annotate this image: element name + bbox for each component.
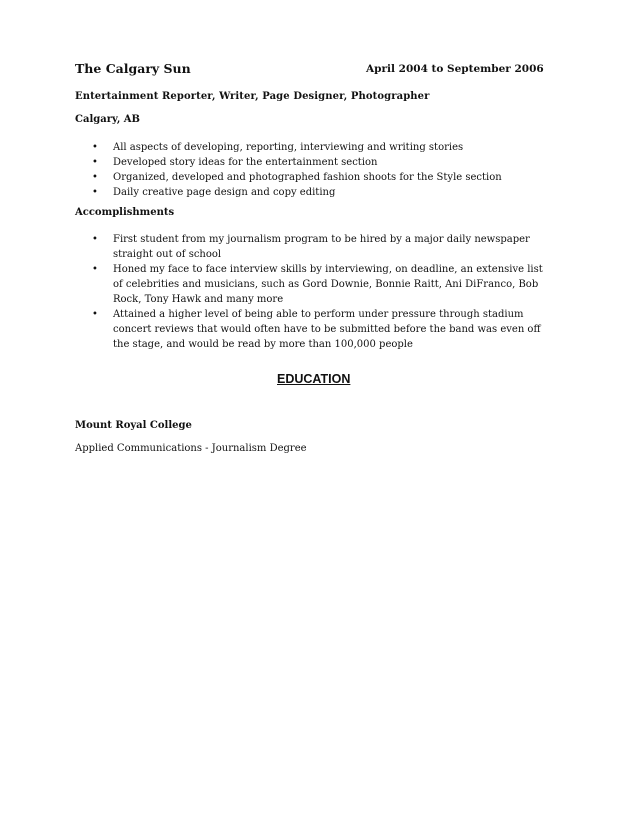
accomplishments-list — [75, 232, 555, 352]
bullet-icon: • — [92, 264, 98, 275]
employer-name: The Calgary Sun — [75, 61, 191, 76]
list-item — [75, 232, 555, 262]
duty-text: Developed story ideas for the entertainment section — [113, 157, 378, 168]
degree-name: Applied Communications - Journalism Degree — [75, 443, 307, 454]
list-item — [75, 140, 555, 155]
employment-dates: April 2004 to September 2006 — [366, 63, 544, 75]
bullet-icon: • — [92, 187, 98, 198]
list-item — [75, 155, 555, 170]
bullet-icon: • — [92, 172, 98, 183]
bullet-icon: • — [92, 142, 98, 153]
accomplishments-heading: Accomplishments — [75, 207, 175, 218]
accomplishment-text: First student from my journalism program to be hired by a major daily newspaper straight out of school — [113, 234, 530, 260]
job-header — [75, 61, 545, 79]
duty-text: All aspects of developing, reporting, interviewing and writing stories — [113, 142, 464, 153]
job-location: Calgary, AB — [75, 114, 141, 125]
duty-text: Organized, developed and photographed fashion shoots for the Style section — [113, 172, 502, 183]
bullet-icon: • — [92, 234, 98, 245]
list-item — [75, 185, 555, 200]
bullet-icon: • — [92, 309, 98, 320]
list-item — [75, 170, 555, 185]
bullet-icon: • — [92, 157, 98, 168]
education-heading: EDUCATION — [277, 372, 351, 386]
duty-text: Daily creative page design and copy editing — [113, 187, 336, 198]
job-title: Entertainment Reporter, Writer, Page Designer, Photographer — [75, 91, 430, 102]
accomplishment-text: Honed my face to face interview skills by interviewing, on deadline, an extensive list of celebrities and musicians, such as Gord Downie, Bonnie Raitt, Ani DiFranco, Bob Rock, Tony Hawk and many more — [113, 264, 543, 305]
list-item — [75, 262, 555, 307]
school-name: Mount Royal College — [75, 420, 192, 431]
accomplishment-text: Attained a higher level of being able to perform under pressure through stadium concert reviews that would often have to be submitted before the band was even off the stage, and would be read by more than 100,000 people — [113, 309, 541, 350]
duties-list — [75, 140, 555, 200]
list-item — [75, 307, 555, 352]
